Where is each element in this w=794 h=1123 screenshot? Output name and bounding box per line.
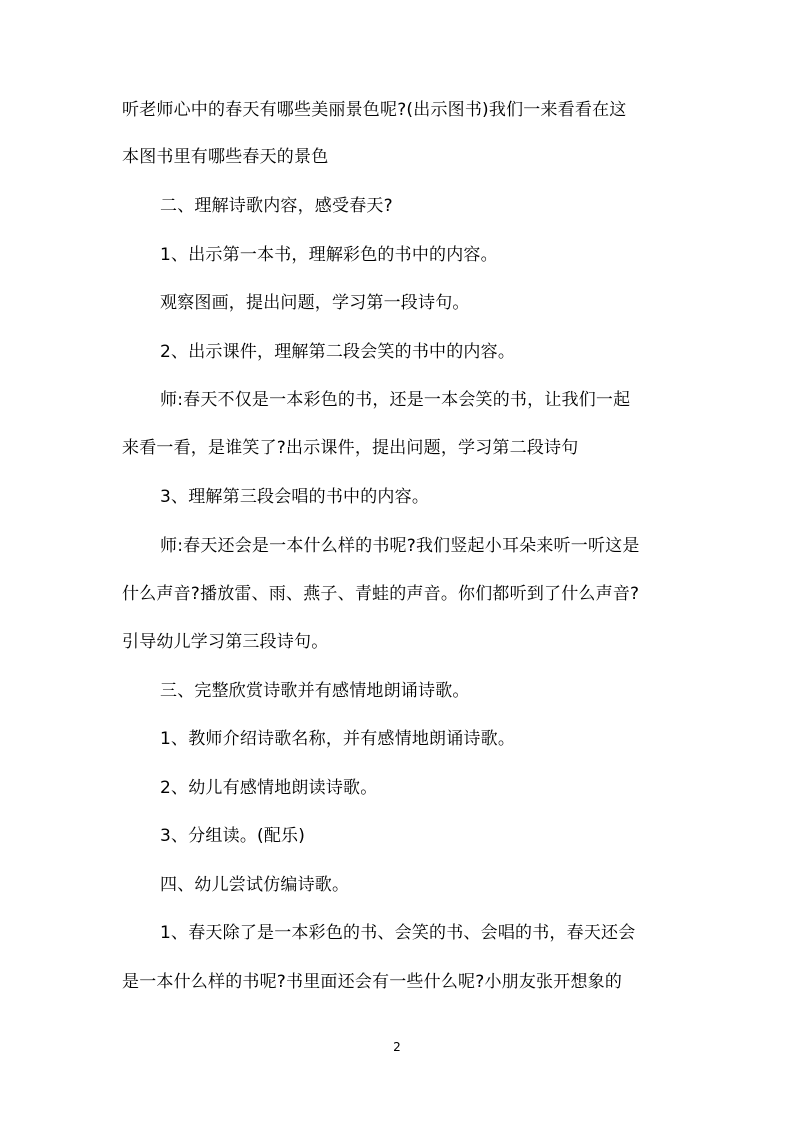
section-heading: 二、理解诗歌内容，感受春天?	[160, 196, 393, 216]
section-heading: 三、完整欣赏诗歌并有感情地朗诵诗歌。	[160, 681, 470, 701]
text-line: 1、教师介绍诗歌名称，并有感情地朗诵诗歌。	[160, 729, 516, 749]
text-line: 听老师心中的春天有哪些美丽景色呢?(出示图书)我们一来看看在这	[122, 100, 627, 120]
text-line: 本图书里有哪些春天的景色	[122, 147, 329, 167]
text-line: 观察图画，提出问题，学习第一段诗句。	[160, 293, 470, 313]
text-line: 2、幼儿有感情地朗读诗歌。	[160, 778, 378, 798]
text-line: 2、出示课件，理解第二段会笑的书中的内容。	[160, 342, 516, 362]
text-line: 什么声音?播放雷、雨、燕子、青蛙的声音。你们都听到了什么声音?	[122, 584, 640, 604]
text-line: 师:春天不仅是一本彩色的书，还是一本会笑的书，让我们一起	[160, 390, 631, 410]
text-line: 是一本什么样的书呢?书里面还会有一些什么呢?小朋友张开想象的	[122, 972, 623, 992]
text-line: 1、出示第一本书，理解彩色的书中的内容。	[160, 245, 498, 265]
text-line: 师:春天还会是一本什么样的书呢?我们竖起小耳朵来听一听这是	[160, 536, 640, 556]
text-line: 3、理解第三段会唱的书中的内容。	[160, 487, 430, 507]
section-heading: 四、幼儿尝试仿编诗歌。	[160, 875, 350, 895]
text-line: 引导幼儿学习第三段诗句。	[122, 632, 329, 652]
page-number: 2	[393, 1040, 401, 1054]
text-line: 1、春天除了是一本彩色的书、会笑的书、会唱的书，春天还会	[160, 923, 636, 943]
text-line: 3、分组读。(配乐)	[160, 826, 306, 846]
text-line: 来看一看，是谁笑了?出示课件，提出问题，学习第二段诗句	[122, 438, 579, 458]
